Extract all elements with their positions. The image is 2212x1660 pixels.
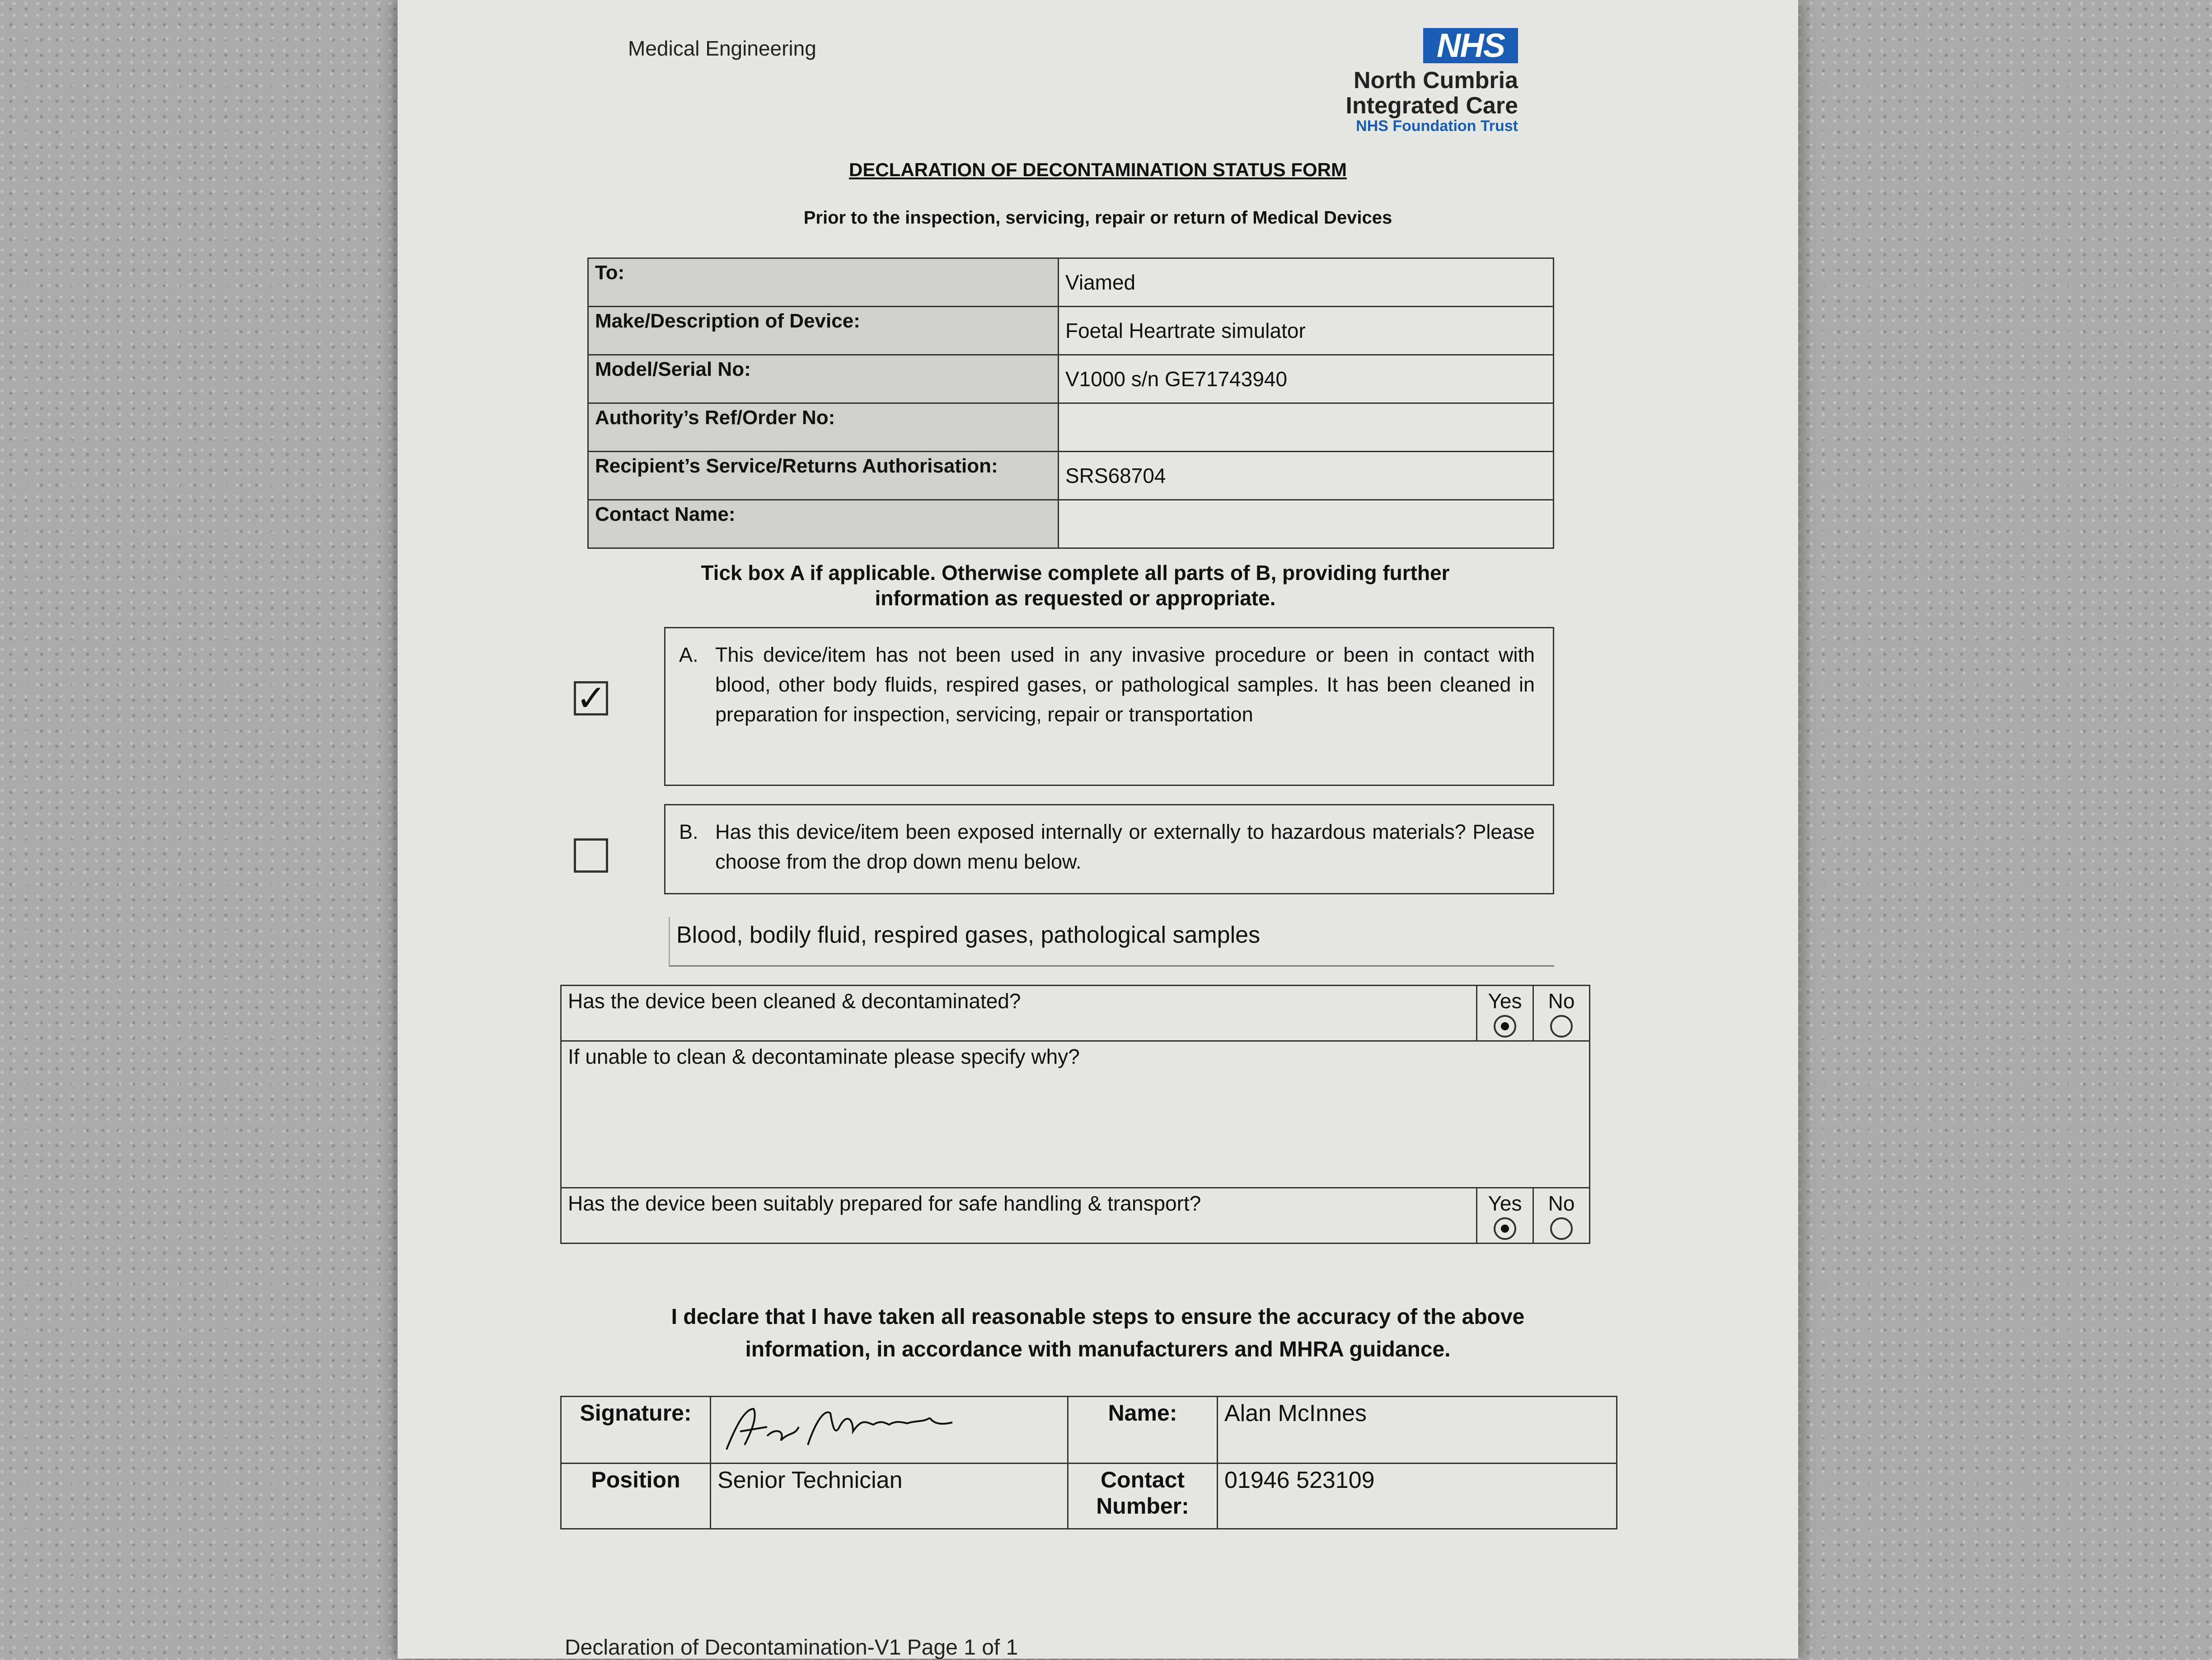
page-footer: Declaration of Decontamination-V1 Page 1 of 1 (565, 1636, 1018, 1660)
contact-label-line2: Number: (1096, 1493, 1189, 1519)
declaration-text (533, 1301, 1663, 1366)
form-title: DECLARATION OF DECONTAMINATION STATUS FORM (848, 159, 1347, 180)
name-label: Name: (1068, 1397, 1218, 1464)
form-subtitle: Prior to the inspection, servicing, repair or return of Medical Devices (803, 208, 1392, 228)
questions-table (560, 985, 1590, 1244)
contact-label-line1: Contact (1100, 1467, 1185, 1492)
nhs-logo: NHS (1423, 28, 1518, 63)
table-row (561, 1041, 1590, 1188)
signature-label: Signature: (561, 1397, 711, 1464)
q3-no-radio[interactable] (1550, 1217, 1573, 1240)
contact-name-label: Contact Name: (588, 500, 1059, 548)
returns-authorisation-field[interactable]: SRS68704 (1059, 452, 1554, 500)
instructions-line1: Tick box A if applicable. Otherwise complete all parts of B, providing further (701, 561, 1450, 585)
device-description-field[interactable]: Foetal Heartrate simulator (1059, 307, 1554, 355)
model-serial-label: Model/Serial No: (588, 355, 1059, 403)
q1-yes-radio[interactable] (1494, 1015, 1516, 1038)
q3-yes-radio[interactable] (1494, 1217, 1516, 1240)
question-safe-handling: Has the device been suitably prepared for safe handling & transport? (561, 1188, 1477, 1244)
declaration-line2: information, in accordance with manufacturers and MHRA guidance. (745, 1337, 1451, 1361)
option-a-box (664, 627, 1554, 786)
trust-name-line3: NHS Foundation Trust (1356, 117, 1518, 135)
q1-no-radio[interactable] (1550, 1015, 1573, 1038)
device-description-label: Make/Description of Device: (588, 307, 1059, 355)
contact-name-field[interactable] (1059, 500, 1554, 548)
instructions-line2: information as requested or appropriate. (875, 586, 1276, 610)
q3-yes[interactable] (1477, 1188, 1533, 1244)
contact-number-field[interactable]: 01946 523109 (1218, 1464, 1617, 1529)
q1-no[interactable] (1533, 986, 1590, 1041)
table-row (561, 1464, 1617, 1529)
declaration-line1: I declare that I have taken all reasonable steps to ensure the accuracy of the above (671, 1305, 1525, 1329)
table-row (588, 452, 1554, 500)
to-label: To: (588, 258, 1059, 307)
signature-field[interactable] (711, 1397, 1068, 1464)
signature-table (560, 1396, 1617, 1529)
order-no-field[interactable] (1059, 403, 1554, 452)
option-a-text: This device/item has not been used in any invasive procedure or been in contact with blood, other body fluids, respired gases, or pathological samples. It has been cleaned in preparation for inspection, servicing, repair or transportation (715, 643, 1535, 726)
trust-name-line2: Integrated Care (1345, 93, 1518, 119)
position-label: Position (561, 1464, 711, 1529)
q3-no[interactable] (1533, 1188, 1590, 1244)
name-field[interactable]: Alan McInnes (1218, 1397, 1617, 1464)
table-row (561, 986, 1590, 1041)
question-unable-reason[interactable] (561, 1041, 1590, 1188)
no-label: No (1548, 1192, 1575, 1215)
option-a-letter: A. (679, 643, 698, 666)
yes-label: Yes (1488, 1192, 1522, 1215)
option-a-checkbox[interactable] (574, 678, 608, 718)
no-label: No (1548, 989, 1575, 1013)
returns-authorisation-label: Recipient’s Service/Returns Authorisation: (588, 452, 1059, 500)
option-b-text: Has this device/item been exposed internally or externally to hazardous materials? Please choose from the drop down menu below. (715, 820, 1535, 873)
device-info-table (587, 257, 1554, 549)
yes-label: Yes (1488, 989, 1522, 1013)
option-b-letter: B. (679, 820, 698, 843)
table-row (561, 1188, 1590, 1244)
department-label: Medical Engineering (628, 37, 816, 60)
table-row (561, 1397, 1617, 1464)
signature-image (717, 1400, 961, 1454)
contact-number-label (1068, 1464, 1218, 1529)
table-row (588, 403, 1554, 452)
instructions (578, 560, 1572, 611)
option-b-checkbox[interactable] (574, 838, 608, 873)
question-unable-label: If unable to clean & decontaminate please specify why? (568, 1045, 1080, 1068)
trust-name-line1: North Cumbria (1354, 67, 1518, 94)
hazard-dropdown[interactable]: Blood, bodily fluid, respired gases, pathological samples (669, 917, 1554, 967)
table-row (588, 500, 1554, 548)
position-field[interactable]: Senior Technician (711, 1464, 1068, 1529)
table-row (588, 355, 1554, 403)
model-serial-field[interactable]: V1000 s/n GE71743940 (1059, 355, 1554, 403)
question-cleaned: Has the device been cleaned & decontaminated? (561, 986, 1477, 1041)
form-page (398, 0, 1798, 1659)
q1-yes[interactable] (1477, 986, 1533, 1041)
order-no-label: Authority’s Ref/Order No: (588, 403, 1059, 452)
check-mark-icon: ✓ (576, 678, 607, 718)
table-row (588, 307, 1554, 355)
to-field[interactable]: Viamed (1059, 258, 1554, 307)
table-row (588, 258, 1554, 307)
option-b-box (664, 804, 1554, 894)
